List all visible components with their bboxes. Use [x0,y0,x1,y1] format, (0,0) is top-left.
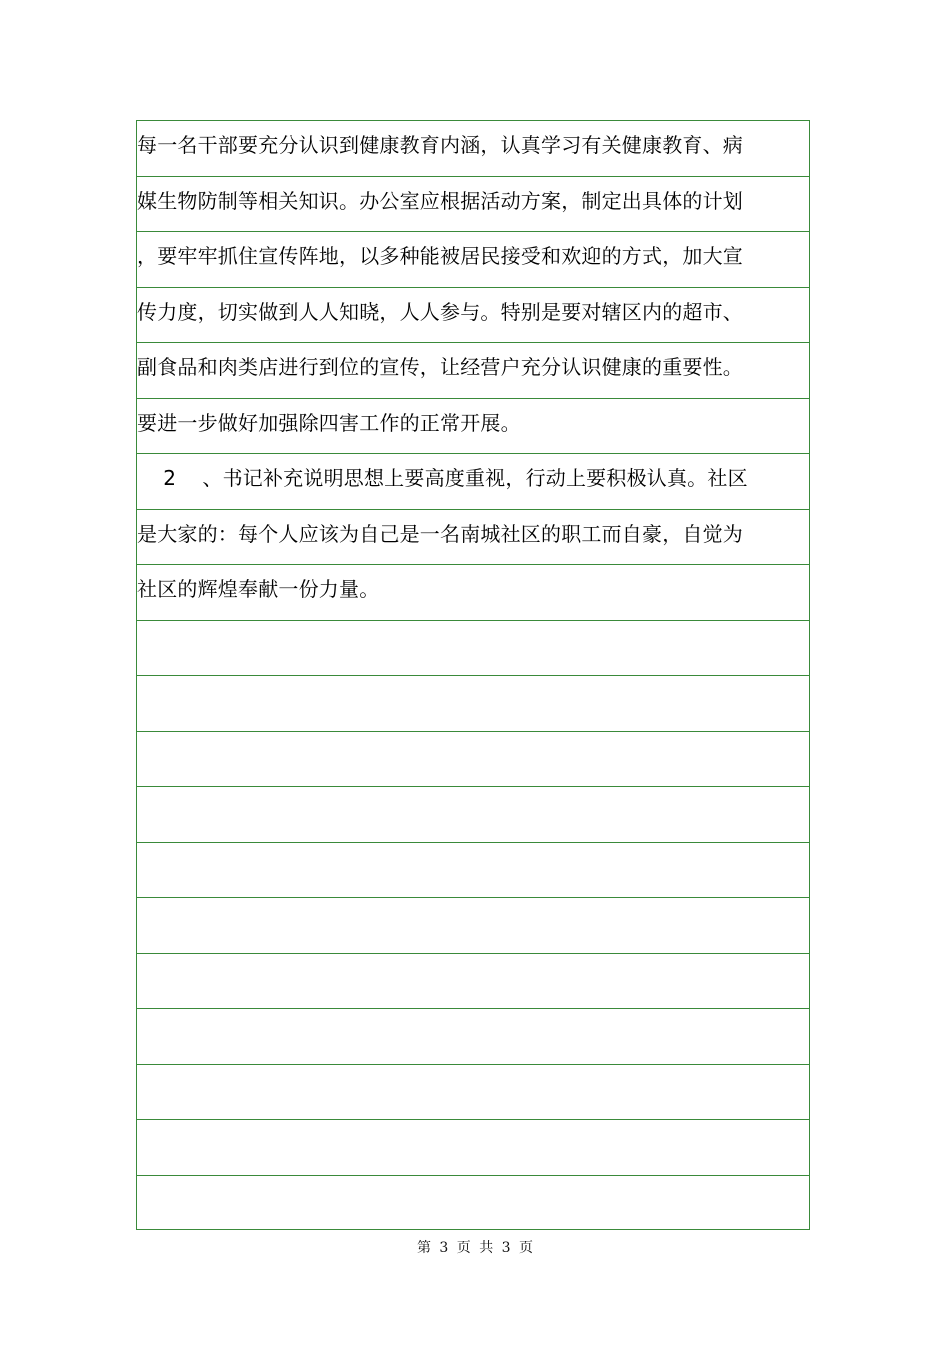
ruled-line [137,121,809,177]
ruled-line [137,843,809,899]
ruled-line [137,1009,809,1065]
line-text: 传力度，切实做到人人知晓，人人参与。特别是要对辖区内的超市、 [137,299,743,324]
page-number-footer: 第 3 页 共 3 页 [416,1240,534,1256]
ruled-sheet [136,120,810,1230]
ruled-line [137,510,809,566]
line-text: 副食品和肉类店进行到位的宣传，让经营户充分认识健康的重要性。 [137,355,743,379]
ruled-line [137,787,809,843]
ruled-line [137,454,809,510]
ruled-line [137,676,809,732]
ruled-line [137,343,809,399]
line-text: 2 、书记补充说明思想上要高度重视，行动上要积极认真。社区 [137,466,748,490]
ruled-line [137,1176,809,1232]
line-text: 是大家的：每个人应该为自己是一名南城社区的职工而自豪，自觉为 [137,521,743,546]
line-text: ，要牢牢抓住宣传阵地，以多种能被居民接受和欢迎的方式，加大宣 [137,244,743,268]
ruled-line [137,1120,809,1176]
line-text: 每一名干部要充分认识到健康教育内涵，认真学习有关健康教育、病 [137,133,743,157]
ruled-line [137,732,809,788]
ruled-line [137,288,809,344]
ruled-line [137,565,809,621]
line-text: 媒生物防制等相关知识。办公室应根据活动方案，制定出具体的计划 [137,188,743,213]
line-text: 要进一步做好加强除四害工作的正常开展。 [137,410,521,435]
ruled-line [137,232,809,288]
ruled-line [137,898,809,954]
ruled-line [137,177,809,233]
ruled-line [137,1065,809,1121]
line-text: 社区的辉煌奉献一份力量。 [137,577,380,601]
ruled-line [137,621,809,677]
ruled-line [137,399,809,455]
ruled-line [137,954,809,1010]
